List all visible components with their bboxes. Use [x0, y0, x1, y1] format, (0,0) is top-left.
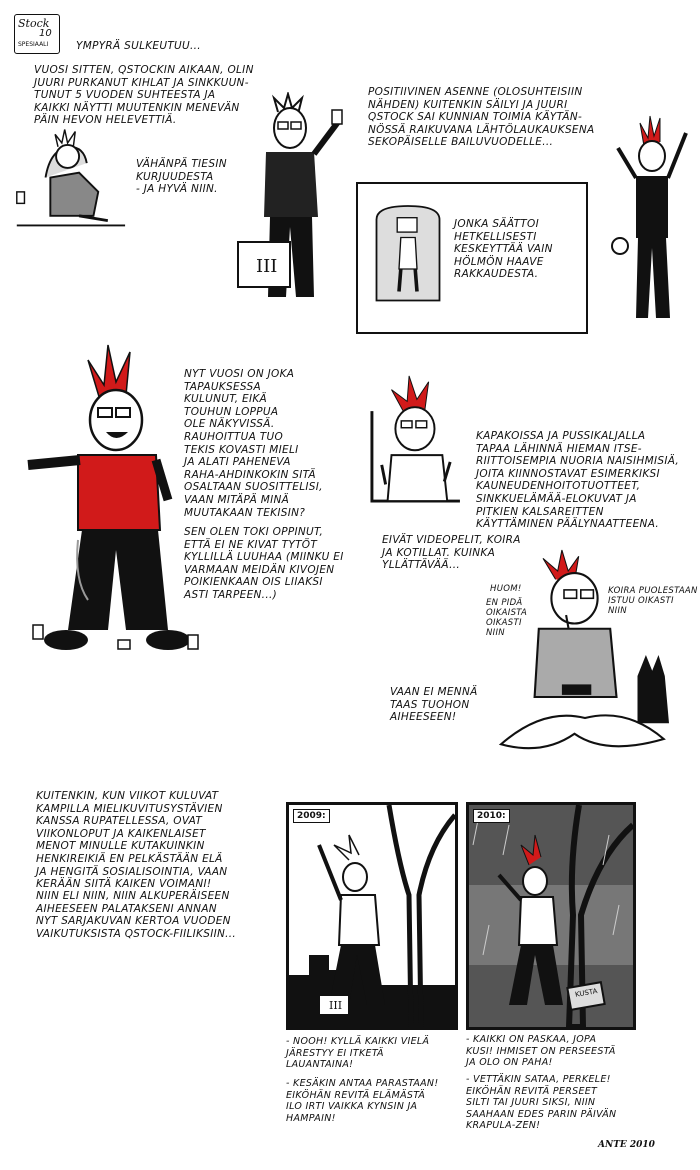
- mirror-figure: [372, 198, 444, 313]
- caption-2010-a: - KAIKKI ON PASKAA, JOPA KUSI! IHMISET ON PERSEESTÄ JA OLO ON PAHA!: [466, 1034, 616, 1068]
- caption-2009-a: - NOOH! KYLLÄ KAIKKI VIELÄ JÄRESTYY EI ITKETÄ LAUANTAINA!: [286, 1036, 430, 1070]
- suitcase-figure: [228, 92, 358, 312]
- badge-title: Stock: [18, 17, 50, 30]
- caption-8: VAAN EI MENNÄ TAAS TUOHON AIHEESEEN!: [390, 686, 478, 724]
- sign-kusta: KUSTA: [574, 987, 599, 999]
- caption-2010-b: - VETTÄKIN SATAA, PERKELE! EIKÖHÄN REVITÄ PERSEET SILTI TAI JUURI SIKSI, NIIN SAAHAAN EDES PARIN PÄIVÄN KRAPULA-ZEN!: [466, 1074, 617, 1131]
- sad-sitting-figure: [12, 120, 127, 235]
- artist-signature: ANTE 2010: [598, 1140, 655, 1150]
- year-tag-2010: 2010:: [473, 809, 510, 823]
- year-tag-2009: 2009:: [293, 809, 330, 823]
- caption-2009-b: - KESÄKIN ANTAA PARASTAAN! EIKÖHÄN REVITÄ ELÄMÄSTÄ ILO IRTI VAIKKA KYNSIN JA HAMPAIN!: [286, 1078, 439, 1124]
- mohawk-dancing-figure: [606, 108, 696, 328]
- bubble-left: EN PIDÄ OIKAISTA OIKASTI NIIN: [486, 598, 528, 638]
- bubble-huom: HUOM!: [490, 584, 522, 594]
- caption-7: EIVÄT VIDEOPELIT, KOIRA JA KOTILLAT. KUINKA YLLÄTTÄVÄÄ...: [382, 534, 521, 572]
- caption-9: KUITENKIN, KUN VIIKOT KULUVAT KAMPILLA MIELIKUVITUSYSTÄVIEN KANSSA RUPATELLESSA, OVAT VIIKONLOPUT JA KAIKENLAISET MENOT MINULLE KUTAKUINKIN HENKIREIKIÄ EN PELKÄSTÄÄN ELÄ JA HENGITÄ SOSIALISOINTIA, VAAN KERÄÄN SIITÄ KAIKEN VOIMANI!: [36, 790, 228, 891]
- panel-2009: [286, 802, 458, 1030]
- box-2009-label: III: [329, 999, 343, 1012]
- caption-4: NYT VUOSI ON JOKA TAPAUKSESSA KULUNUT, EIKÄ TOUHUN LOPPUA OLE NÄKYVISSÄ. RAUHOITTUA TUO TEKIS KOVASTI MIELI JA ALATI PAHENEVA RAHA-AHDINKOKIN SITÄ OSALTAAN SUOSITTELISI, VAAN MITÄPÄ MINÄ MUUTAKAAN TEKISIN?: [184, 368, 323, 519]
- gamer-figure: [480, 540, 690, 770]
- caption-6: KAPAKOISSA JA PUSSIKALJALLA TAPAA LÄHINNÄ HIEMAN ITSE- RIITTOISEMPIA NUORIA NAISIHMISIÄ, JOITA KIINNOSTAVAT ESIMERKIKSI KAUNEUDENHOITOTUOTTEET, SINKKUELÄMÄÄ-ELOKUVAT JA PITKIEN KALSAREITTEN KÄYTTÄMINEN PÄÄLYNAATTEENA.: [476, 430, 680, 531]
- caption-10: NIIN ELI NIIN, NIIN ALKUPERÄISEEN AIHEESEEN PALATAKSENI ANNAN NYT SARJAKUVAN KERTOA VUODEN VAIKUTUKSISTA QSTOCK-FIILIKSIIN...: [36, 890, 237, 940]
- scene-2010: [469, 805, 633, 1027]
- bubble-right: KOIRA PUOLESTAAN ISTUU OIKASTI NIIN: [608, 586, 698, 616]
- intro-caption: YMPYRÄ SULKEUTUU...: [76, 40, 201, 52]
- caption-3: JONKA SÄÄTTOI HETKELLISESTI KESKEYTTÄÄ VAIN HÖLMÖN HAAVE RAKKAUDESTA.: [454, 218, 553, 281]
- panel-love-dream: [356, 182, 588, 334]
- special-badge: [14, 14, 60, 54]
- caption-1b: VÄHÄNPÄ TIESIN KURJUUDESTA - JA HYVÄ NIIN.: [136, 158, 227, 196]
- caption-5: SEN OLEN TOKI OPPINUT, ETTÄ EI NE KIVAT TYTÖT KYLLILLÄ LUUHAA (MIINKU EI VARMAAN MEIDÄN KIVOJEN POIKIENKAAN OIS LIIAKSI ASTI TARPEEN...): [184, 526, 344, 601]
- mohawk-reaction-figure: [364, 372, 462, 504]
- svg-text:III: III: [256, 256, 278, 277]
- caption-2: POSITIIVINEN ASENNE (OLOSUHTEISIIN NÄHDEN) KUITENKIN SÄILYI JA JUURI QSTOCK SAI KUNNIAN TOIMIA KÄYTÄN- NÖSSÄ RAIKUVANA LÄHTÖLAUKAUKSENA SEKOPÄISELLE BAILUVUODELLE...: [368, 86, 595, 149]
- scene-2009: [289, 805, 455, 1027]
- caption-1: VUOSI SITTEN, QSTOCKIN AIKAAN, OLIN JUURI PURKANUT KIHLAT JA SINKKUUN- TUNUT 5 VUODEN SUHTEESTA JA KAIKKI NÄYTTI MUUTENKIN MENEVÄN PÄIN HEVON HELEVETTIÄ.: [34, 64, 254, 127]
- badge-number: 10: [39, 28, 52, 39]
- panel-mohawk-reaction: [364, 372, 462, 504]
- badge-label: SPESIAALI: [18, 41, 49, 48]
- panel-2010: [466, 802, 636, 1030]
- red-shirt-figure: [8, 340, 208, 660]
